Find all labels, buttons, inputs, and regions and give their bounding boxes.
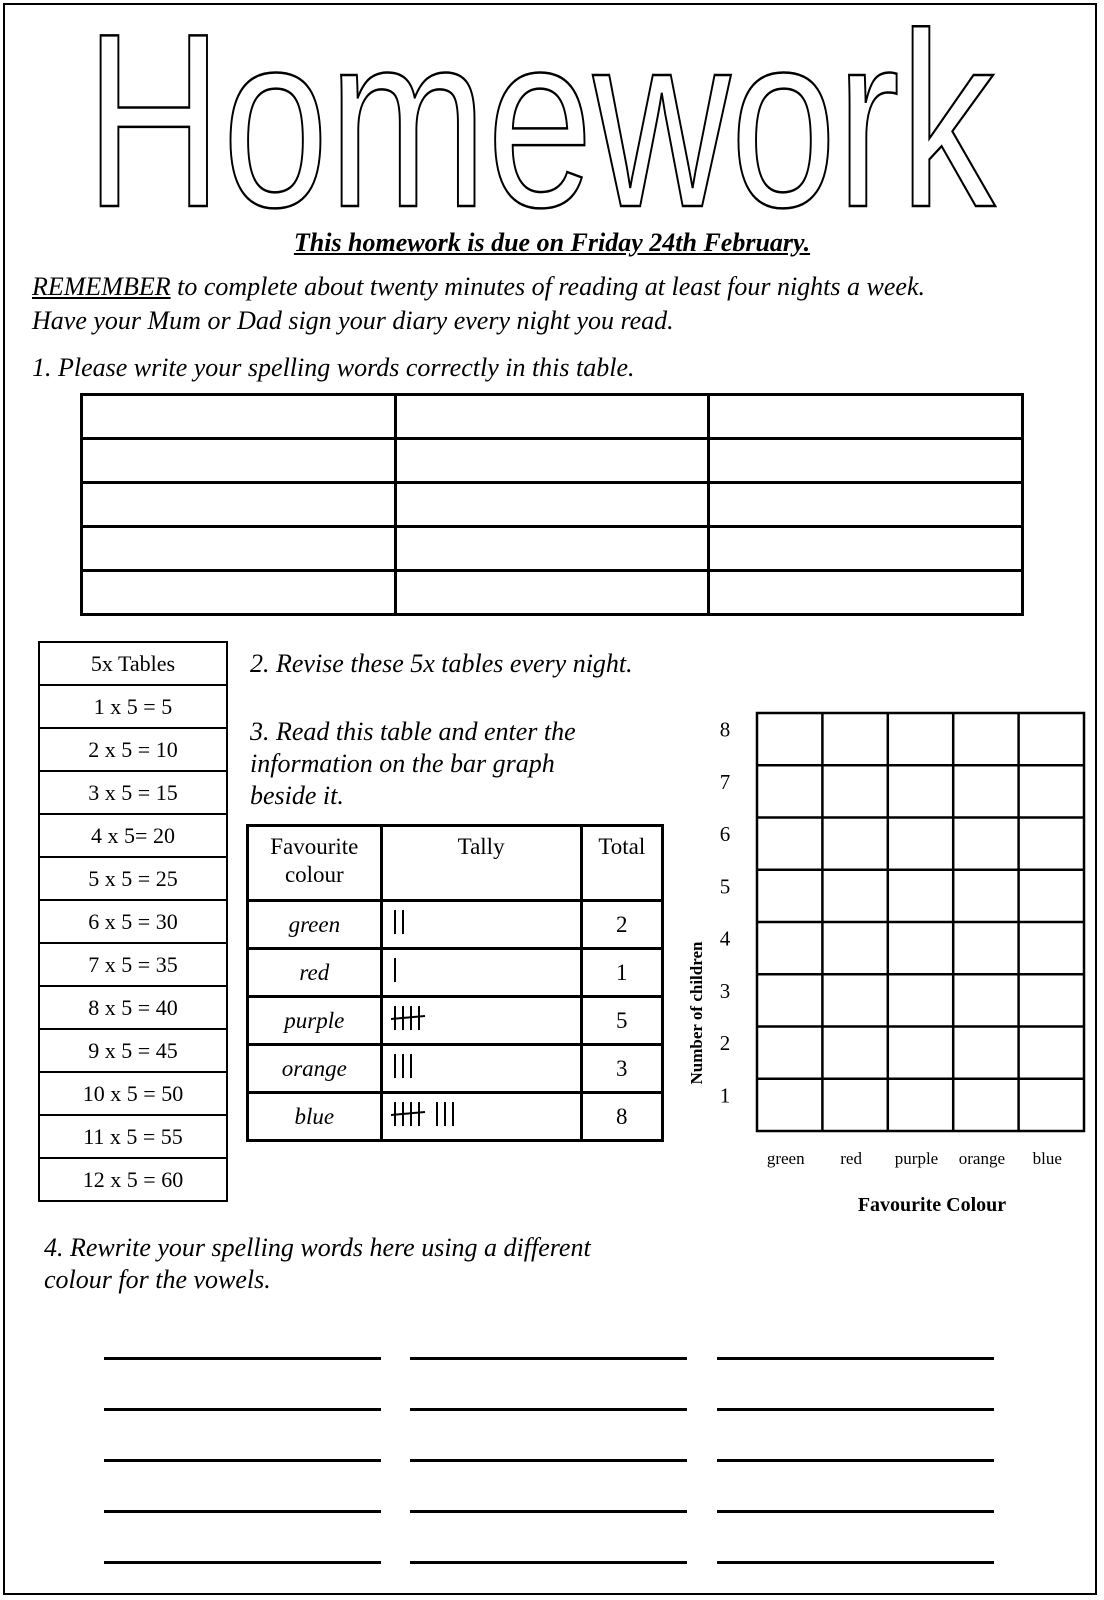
question-3-line: beside it. xyxy=(250,781,344,810)
due-date-notice: This homework is due on Friday 24th February. xyxy=(293,228,811,257)
times-table-row: 3 x 5 = 15 xyxy=(39,771,227,814)
reading-reminder xyxy=(32,270,1092,338)
times-table-row: 5 x 5 = 25 xyxy=(39,857,227,900)
x-tick-label: green xyxy=(766,1149,805,1168)
times-table-row: 7 x 5 = 35 xyxy=(39,943,227,986)
tally-cell xyxy=(381,901,581,949)
total-cell: 5 xyxy=(581,997,662,1045)
tally-marks xyxy=(391,907,511,937)
writing-line[interactable] xyxy=(717,1459,994,1462)
x-tick-label: purple xyxy=(894,1149,939,1168)
colour-name: red xyxy=(248,949,382,997)
y-tick-label: 3 xyxy=(719,978,731,1003)
total-cell: 3 xyxy=(581,1045,662,1093)
writing-line[interactable] xyxy=(410,1357,687,1360)
total-cell: 2 xyxy=(581,901,662,949)
times-table-row: 2 x 5 = 10 xyxy=(39,728,227,771)
times-table-row: 8 x 5 = 40 xyxy=(39,986,227,1029)
times-table-row: 6 x 5 = 30 xyxy=(39,900,227,943)
spelling-cell[interactable] xyxy=(709,527,1023,571)
writing-line[interactable] xyxy=(717,1510,994,1513)
writing-line[interactable] xyxy=(104,1561,381,1564)
spelling-cell[interactable] xyxy=(82,571,396,615)
spelling-cell[interactable] xyxy=(395,395,709,439)
colour-name: purple xyxy=(248,997,382,1045)
writing-line[interactable] xyxy=(717,1357,994,1360)
colour-row xyxy=(248,1045,663,1093)
colour-row xyxy=(248,1093,663,1141)
y-tick-label: 6 xyxy=(719,822,731,847)
total-header: Total xyxy=(581,826,662,901)
y-tick-label: 7 xyxy=(719,769,731,794)
spelling-cell[interactable] xyxy=(395,571,709,615)
spelling-cell[interactable] xyxy=(82,483,396,527)
writing-line[interactable] xyxy=(104,1510,381,1513)
spelling-cell[interactable] xyxy=(82,439,396,483)
times-table-row: 4 x 5= 20 xyxy=(39,814,227,857)
tally-cell xyxy=(381,1045,581,1093)
times-table-row: 1 x 5 = 5 xyxy=(39,685,227,728)
spelling-cell[interactable] xyxy=(709,395,1023,439)
question-2: 2. Revise these 5x tables every night. xyxy=(250,649,633,678)
spelling-row xyxy=(82,439,1023,483)
spelling-cell[interactable] xyxy=(395,527,709,571)
colour-row xyxy=(248,997,663,1045)
colour-name: orange xyxy=(248,1045,382,1093)
writing-line[interactable] xyxy=(410,1561,687,1564)
reminder-line2: Have your Mum or Dad sign your diary every night you read. xyxy=(32,306,674,335)
writing-line[interactable] xyxy=(104,1459,381,1462)
tally-header: Tally xyxy=(381,826,581,901)
spelling-row xyxy=(82,527,1023,571)
writing-line[interactable] xyxy=(410,1459,687,1462)
writing-line[interactable] xyxy=(104,1408,381,1411)
writing-line[interactable] xyxy=(717,1408,994,1411)
homework-title-text: Homework xyxy=(85,0,996,220)
colour-name: green xyxy=(248,901,382,949)
question-4-line: colour for the vowels. xyxy=(44,1265,271,1294)
y-tick-label: 8 xyxy=(719,717,731,742)
times-table-row: 12 x 5 = 60 xyxy=(39,1158,227,1201)
x-tick-label: orange xyxy=(958,1149,1006,1168)
reminder-emphasis: REMEMBER xyxy=(32,272,171,301)
colour-row xyxy=(248,949,663,997)
favourite-colour-table xyxy=(246,824,664,1142)
writing-line[interactable] xyxy=(410,1510,687,1513)
homework-title xyxy=(0,0,1104,220)
colour-name: blue xyxy=(248,1093,382,1141)
times-table xyxy=(38,641,228,1202)
spelling-cell[interactable] xyxy=(82,527,396,571)
y-axis-label: Number of children xyxy=(687,941,706,1085)
bar-graph xyxy=(680,700,1090,1220)
tally-cell xyxy=(381,997,581,1045)
tally-marks xyxy=(391,1051,511,1081)
times-table-header: 5x Tables xyxy=(39,642,227,685)
tally-marks xyxy=(391,1099,511,1129)
spelling-cell[interactable] xyxy=(395,439,709,483)
times-table-row: 10 x 5 = 50 xyxy=(39,1072,227,1115)
y-tick-label: 1 xyxy=(719,1083,731,1108)
x-axis-label: Favourite Colour xyxy=(857,1194,1007,1216)
writing-line[interactable] xyxy=(717,1561,994,1564)
spelling-cell[interactable] xyxy=(709,439,1023,483)
y-tick-label: 4 xyxy=(719,926,731,951)
y-tick-label: 2 xyxy=(719,1031,731,1056)
question-3-line: 3. Read this table and enter the xyxy=(250,717,576,746)
times-table-row: 9 x 5 = 45 xyxy=(39,1029,227,1072)
writing-line[interactable] xyxy=(104,1357,381,1360)
question-1: 1. Please write your spelling words correctly in this table. xyxy=(32,353,635,382)
spelling-cell[interactable] xyxy=(709,483,1023,527)
spelling-cell[interactable] xyxy=(709,571,1023,615)
spelling-row xyxy=(82,571,1023,615)
times-table-row: 11 x 5 = 55 xyxy=(39,1115,227,1158)
total-cell: 8 xyxy=(581,1093,662,1141)
question-4-line: 4. Rewrite your spelling words here using a different xyxy=(44,1233,591,1262)
question-4 xyxy=(44,1232,591,1296)
reminder-line1: to complete about twenty minutes of reading at least four nights a week. xyxy=(170,272,925,301)
tally-cell xyxy=(381,949,581,997)
spelling-table xyxy=(80,393,1024,616)
spelling-cell[interactable] xyxy=(82,395,396,439)
x-tick-label: blue xyxy=(1032,1149,1062,1168)
spelling-row xyxy=(82,483,1023,527)
question-3-line: information on the bar graph xyxy=(250,749,555,778)
tally-cell xyxy=(381,1093,581,1141)
writing-line[interactable] xyxy=(410,1408,687,1411)
x-tick-label: red xyxy=(840,1149,862,1168)
question-3 xyxy=(250,716,576,812)
colour-header: Favourite colour xyxy=(248,826,382,901)
y-tick-label: 5 xyxy=(719,874,731,899)
tally-marks xyxy=(391,955,511,985)
spelling-row xyxy=(82,395,1023,439)
tally-marks xyxy=(391,1003,511,1033)
spelling-cell[interactable] xyxy=(395,483,709,527)
colour-row xyxy=(248,901,663,949)
total-cell: 1 xyxy=(581,949,662,997)
